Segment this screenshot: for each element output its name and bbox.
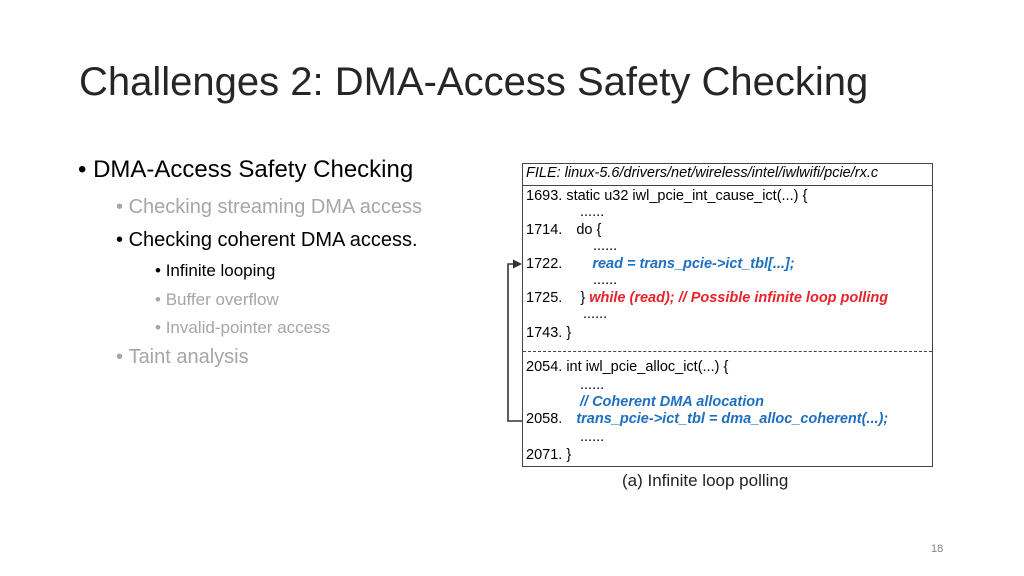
code-ellipsis: ......	[593, 238, 618, 254]
bullet-taint-analysis	[116, 346, 249, 369]
slide-title: Challenges 2: DMA-Access Safety Checking	[79, 60, 869, 104]
code-line-2054	[526, 359, 728, 375]
bullet-text: DMA-Access Safety Checking	[93, 156, 414, 183]
line-code: int iwl_pcie_alloc_ict(...) {	[566, 359, 729, 375]
line-number: 2054.	[526, 359, 563, 375]
bullet-dot: •	[78, 156, 94, 183]
bullet-infinite-looping	[155, 261, 275, 281]
code-line-1714	[526, 222, 601, 238]
line-number: 1722.	[526, 256, 563, 272]
line-code: }	[580, 290, 586, 306]
line-number: 1743.	[526, 325, 563, 341]
page-number: 18	[931, 543, 944, 555]
code-file-header: FILE: linux-5.6/drivers/net/wireless/intel/iwlwifi/pcie/rx.c	[526, 165, 879, 181]
line-code: }	[566, 325, 572, 341]
bullet-dot: •	[116, 229, 129, 251]
code-line-1743	[526, 325, 571, 341]
line-code: static u32 iwl_pcie_int_cause_ict(...) {	[566, 188, 808, 204]
bullet-dot: •	[116, 346, 129, 368]
bullet-invalid-pointer	[155, 318, 330, 338]
bullet-dot: •	[116, 196, 129, 218]
arrow-head-icon	[513, 260, 522, 269]
code-line-2058	[526, 411, 888, 427]
bullet-checking-streaming	[116, 196, 422, 219]
line-number: 1725.	[526, 290, 563, 306]
code-line-1693	[526, 188, 807, 204]
code-comment: // Coherent DMA allocation	[580, 394, 764, 410]
bullet-dma-access-safety-checking	[78, 156, 413, 184]
code-ellipsis: ......	[580, 429, 605, 445]
code-ellipsis: ......	[580, 204, 605, 220]
code-ellipsis: ......	[593, 272, 618, 288]
function-divider	[523, 351, 932, 352]
code-figure	[522, 163, 933, 467]
line-code: }	[566, 447, 572, 463]
line-code: do {	[576, 222, 602, 238]
line-number: 2058.	[526, 411, 563, 427]
bullet-text: Checking coherent DMA access.	[128, 229, 418, 251]
bullet-buffer-overflow	[155, 290, 279, 310]
bullet-text: Taint analysis	[128, 346, 249, 368]
line-number: 1714.	[526, 222, 563, 238]
code-ellipsis: ......	[580, 377, 605, 393]
code-ellipsis: ......	[583, 306, 608, 322]
bullet-text: Buffer overflow	[165, 290, 279, 309]
code-line-2071	[526, 447, 571, 463]
line-number: 1693.	[526, 188, 563, 204]
bullet-text: Infinite looping	[165, 261, 276, 280]
code-line-1722	[526, 256, 795, 272]
header-divider	[523, 185, 932, 186]
bullet-dot: •	[155, 261, 166, 280]
figure-caption: (a) Infinite loop polling	[622, 471, 789, 490]
line-highlight: while (read); // Possible infinite loop polling	[589, 290, 889, 306]
bullet-text: Checking streaming DMA access	[128, 196, 423, 218]
line-code: trans_pcie->ict_tbl = dma_alloc_coherent(...);	[576, 411, 889, 427]
bullet-checking-coherent	[116, 229, 418, 252]
line-code: read = trans_pcie->ict_tbl[...];	[592, 256, 795, 272]
bullet-dot: •	[155, 318, 166, 337]
code-line-1725	[526, 290, 888, 306]
bullet-dot: •	[155, 290, 166, 309]
arrow-line	[508, 264, 522, 421]
bullet-text: Invalid-pointer access	[165, 318, 331, 337]
line-number: 2071.	[526, 447, 563, 463]
